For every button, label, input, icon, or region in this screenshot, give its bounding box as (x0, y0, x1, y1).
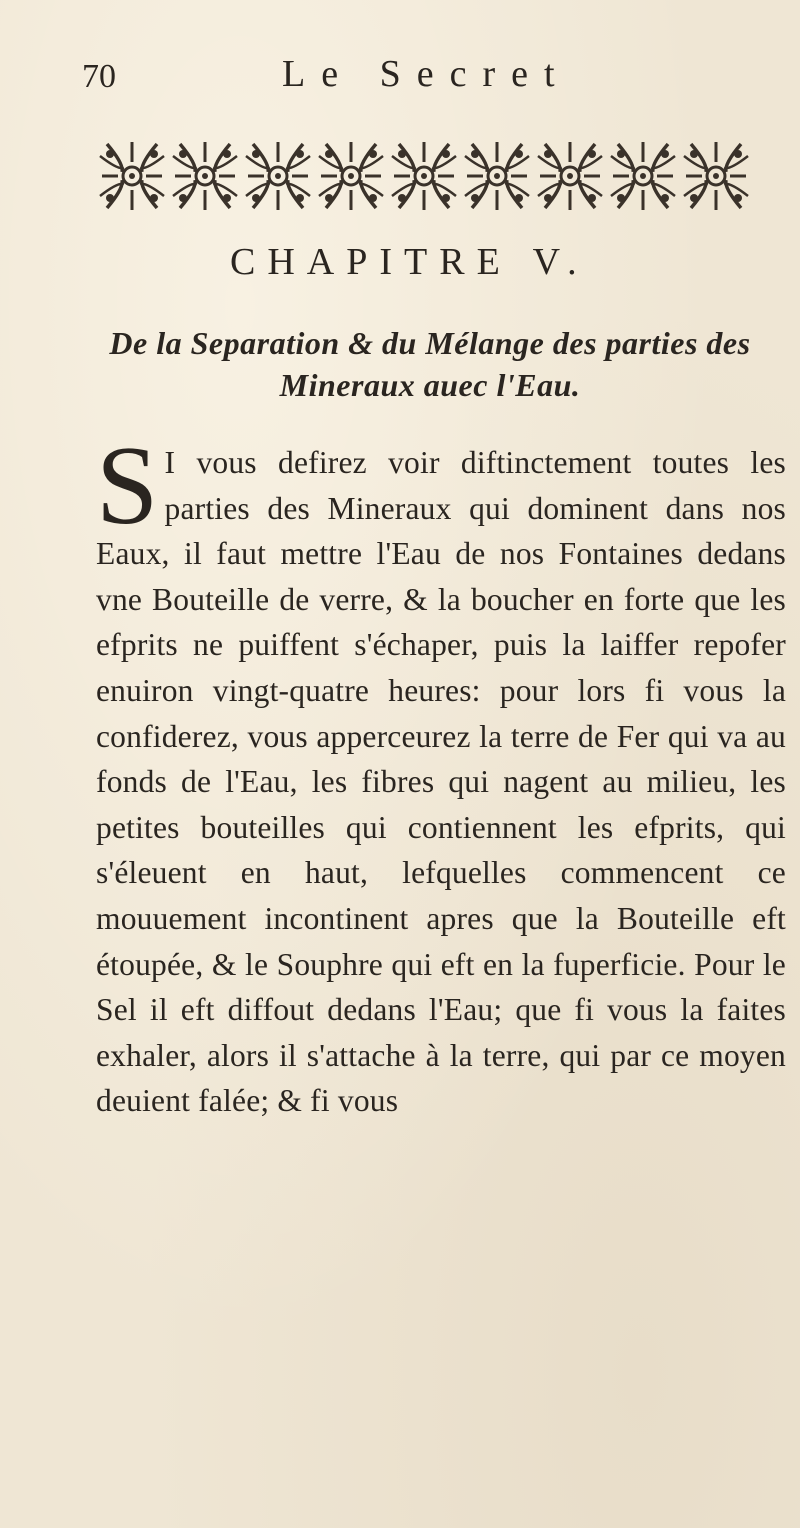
drop-cap: S (96, 424, 159, 548)
chapter-title: CHAPITRE V. (230, 241, 589, 283)
fleuron-band-icon (92, 135, 760, 217)
chapter-subtitle: De la Separation & du Mélange des parties des Mineraux auec l'Eau. (109, 325, 751, 403)
body-text: I vous defirez voir diftinctement toutes les parties des Mineraux qui dominent dans nos Eaux, il faut mettre l'Eau de nos Fontaines dedans vne Bouteille de verre, & la boucher en forte que les efprits ne puiffent s'échaper, puis la laiffer repofer enuiron vingt-quatre heures: pour lors fi vous la confiderez, vous apperceurez la terre de Fer qui va au fonds de l'Eau, les fibres qui nagent au milieu, les petites bouteilles qui contiennent les efprits, qui s'éleuent en haut, lefquelles commencent ce mouuement incontinent apres que la Bouteille eft étoupée, & le Souphre qui eft en la fuperficie. Pour le Sel il eft diffout dedans l'Eau; que fi vous la faites exhaler, alors il s'attache à la terre, qui par ce moyen deuient falée; & fi vous (96, 445, 786, 1119)
running-head: Le Secret (282, 53, 571, 95)
page-number: 70 (82, 58, 116, 95)
body-paragraph (96, 424, 786, 1124)
